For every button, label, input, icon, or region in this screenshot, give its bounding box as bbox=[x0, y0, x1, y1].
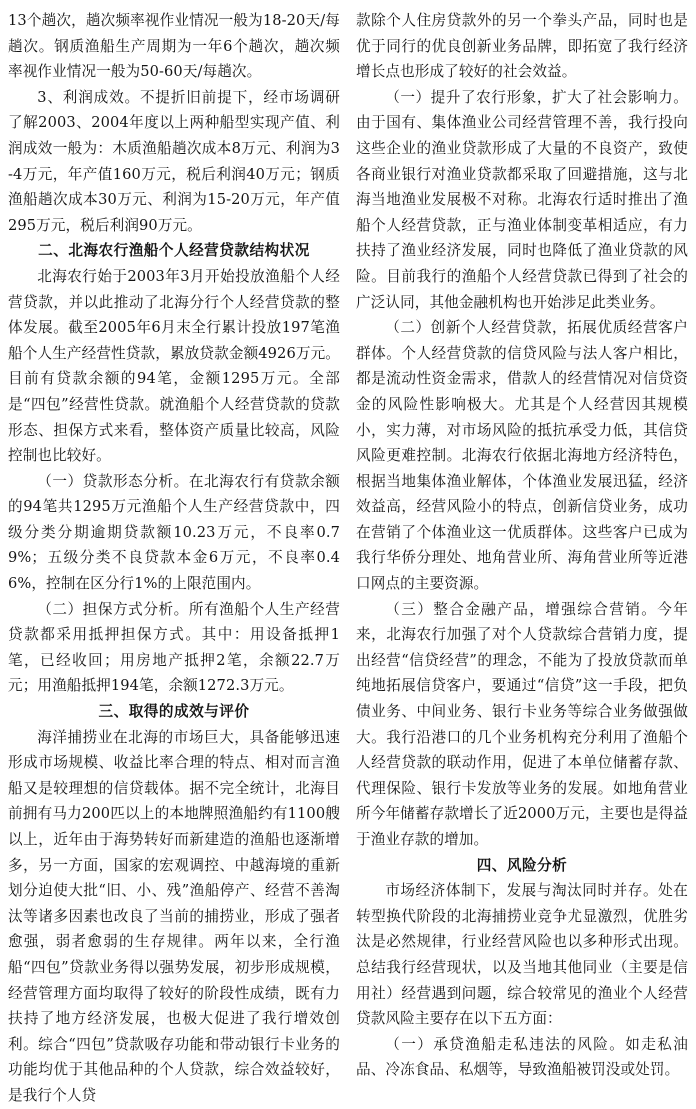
paragraph: （一）提升了农行形象，扩大了社会影响力。由于国有、集体渔业公司经营管理不善，我行投向这些企业的渔业贷款形成了大量的不良资产，致使各商业银行对渔业贷款都采取了回避措施，这与北海当地渔业发展极不对称。北海农行适时推出了渔船个人经营贷款，正与渔业体制变革相适应，有力扶持了渔业经济发展，同时也降低了渔业贷款的风险。目前我行的渔船个人经营贷款已得到了社会的广泛认同，其他金融机构也开始涉足此类业务。 bbox=[356, 88, 688, 311]
paragraph: （一）贷款形态分析。在北海农行有贷款余额的94笔共1295万元渔船个人生产经营贷款中，四级分类分期逾期贷款额10.23万元，不良率0.79%；五级分类不良贷款本金6万元，不良率0.46%，控制在区分行1%的上限范围内。 bbox=[8, 472, 340, 593]
paragraph: （二）担保方式分析。所有渔船个人生产经营贷款都采用抵押担保方式。其中：用设备抵押1笔，已经收回；用房地产抵押2笔，余额22.7万元；用渔船抵押194笔，余额1272.3万元。 bbox=[8, 600, 340, 695]
section-heading: 二、北海农行渔船个人经营贷款结构状况 bbox=[38, 242, 310, 260]
paragraph: 市场经济体制下，发展与淘汰同时并存。处在转型换代阶段的北海捕捞业竞争尤显激烈，优胜劣汰是必然规律，行业经营风险也以多种形式出现。总结我行经营现状，以及当地其他同业（主要是信用社）经营遇到问题，综合较常见的渔业个人经营贷款风险主要存在以下五方面： bbox=[356, 882, 688, 1028]
section-heading: 四、风险分析 bbox=[476, 856, 568, 874]
right-column bbox=[356, 8, 688, 1079]
paragraph: 北海农行始于2003年3月开始投放渔船个人经营贷款，并以此推动了北海分行个人经营贷款的整体发展。截至2005年6月末全行累计投放197笔渔船个人生产经营性贷款，累放贷款金额4926万元。目前有贷款余额的94笔，金额1295万元。全部是“四包”经营性贷款。就渔船个人经营贷款的贷款形态、担保方式来看，整体资产质量比较高，风险控制也比较好。 bbox=[8, 267, 340, 465]
section-heading: 三、取得的成效与评价 bbox=[98, 703, 250, 721]
paragraph-continued: 13个趟次，趟次频率视作业情况一般为18-20天/每趟次。钢质渔船生产周期为一年6个趟次，趟次频率视作业情况一般为50-60天/每趟次。 bbox=[8, 12, 340, 81]
paragraph: （一）承贷渔船走私违法的风险。如走私油品、冷冻食品、私烟等，导致渔船被罚没或处罚。 bbox=[356, 1035, 688, 1079]
left-column bbox=[8, 8, 340, 1104]
paragraph: 3、利润成效。不提折旧前提下，经市场调研了解2003、2004年度以上两种船型实现产值、利润成效一般为：木质渔船趟次成本8万元、利润为3-4万元，年产值160万元，税后利润40万元；钢质渔船趟次成本30万元、利润为15-20万元，年产值295万元，税后利润90万元。 bbox=[8, 88, 340, 234]
paragraph-continued: 款除个人住房贷款外的另一个拳头产品，同时也是优于同行的优良创新业务品牌，即拓宽了我行经济增长点也形成了较好的社会效益。 bbox=[356, 12, 688, 81]
paragraph: （三）整合金融产品，增强综合营销。今年来，北海农行加强了对个人贷款综合营销力度，提出经营“信贷经营”的理念，不能为了投放贷款而单纯地拓展信贷客户，要通过“信贷”这一手段，把负债业务、中间业务、银行卡业务等综合业务做强做大。我行沿港口的几个业务机构充分利用了渔船个人经营贷款的联动作用，促进了本单位储蓄存款、代理保险、银行卡发放等业务的发展。如地角营业所今年储蓄存款增长了近2000万元，主要也是得益于渔业存款的增加。 bbox=[356, 600, 688, 848]
paragraph: （二）创新个人经营贷款，拓展优质经营客户群体。个人经营贷款的信贷风险与法人客户相比，都是流动性资金需求，借款人的经营情况对信贷资金的风险性影响极大。尤其是个人经营因其规模小，实力薄，对市场风险的抵抗承受力低，其信贷风险更难控制。北海农行依据北海地方经济特色，根据当地集体渔业解体，个体渔业发展迅猛，经济效益高，经营风险小的特点，创新信贷业务，成功在营销了个体渔业这一优质群体。这些客户已成为我行华侨分理处、地角营业所、海角营业所等近港口网点的主要资源。 bbox=[356, 319, 688, 593]
two-column-body bbox=[8, 8, 688, 1104]
paragraph: 海洋捕捞业在北海的市场巨大，具备能够迅速形成市场规模、收益比率合理的特点、相对而言渔船又是较理想的信贷载体。据不完全统计，北海目前拥有马力200匹以上的本地牌照渔船约有1100艘以上，近年由于海势转好而新建造的渔船也逐渐增多，另一方面，国家的宏观调控、中越海境的重新划分迫使大批“旧、小、残”渔船停产、经营不善淘汰等诸多因素也改良了当前的捕捞业，形成了强者愈强，弱者愈弱的生存规律。两年以来，全行渔船“四包”贷款业务得以强势发展，初步形成规模，经营管理方面均取得了较好的阶段性成绩，既有力扶持了地方经济发展，也极大促进了我行增效创利。综合“四包”贷款吸存功能和带动银行卡业务的功能均优于其他品种的个人贷款，综合效益较好，是我行个人贷 bbox=[8, 728, 340, 1104]
